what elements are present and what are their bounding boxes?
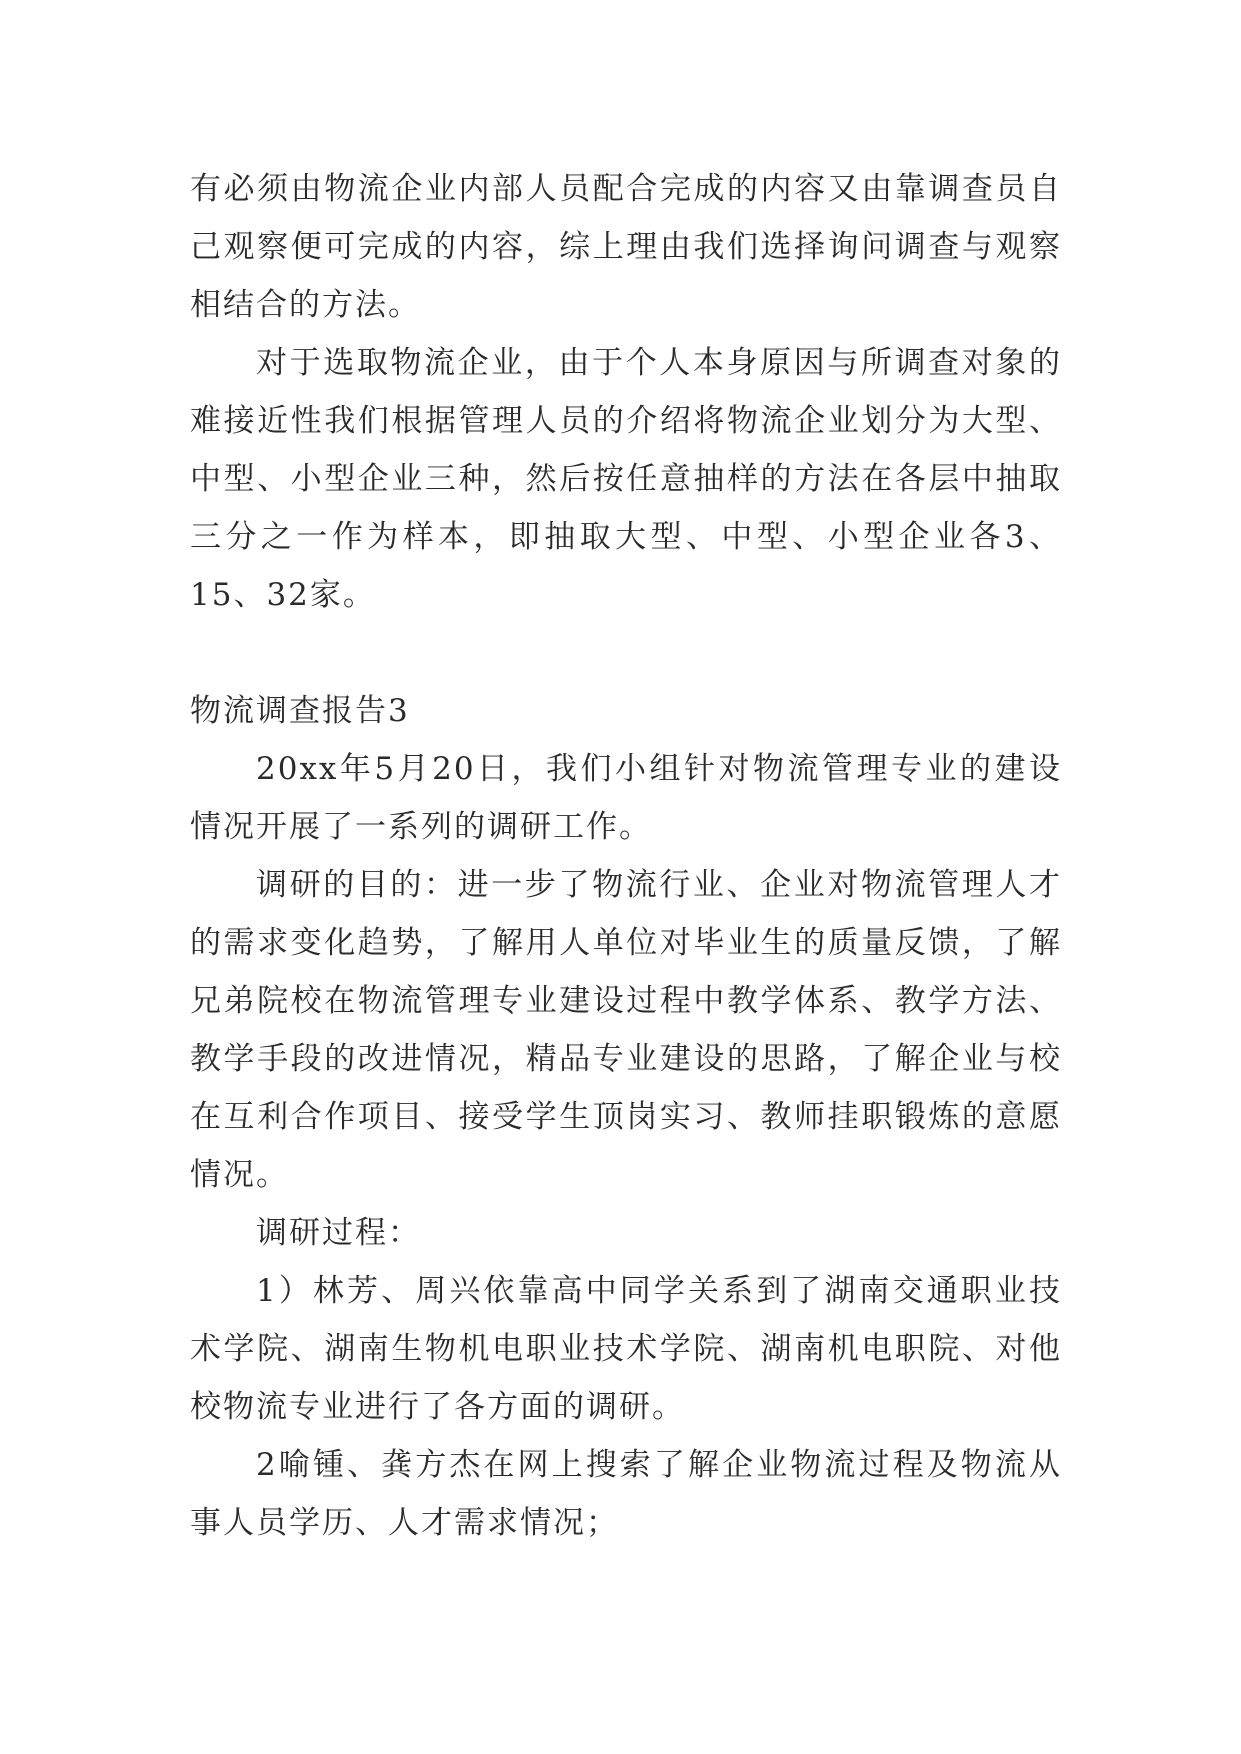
section-title: 物流调查报告3 bbox=[190, 693, 410, 729]
paragraph-intro: 20xx年5月20日，我们小组针对物流管理专业的建设情况开展了一系列的调研工作。 bbox=[190, 751, 1062, 845]
paragraph-sampling: 对于选取物流企业，由于个人本身原因与所调查对象的难接近性我们根据管理人员的介绍将物流企业划分为大型、中型、小型企业三种，然后按任意抽样的方法在各层中抽取三分之一作为样本，即抽取大型、中型、小型企业各3、15、32家。 bbox=[190, 345, 1062, 613]
paragraph-method-continued: 有必须由物流企业内部人员配合完成的内容又由靠调查员自己观察便可完成的内容，综上理由我们选择询问调查与观察相结合的方法。 bbox=[190, 171, 1062, 323]
paragraph-purpose: 调研的目的：进一步了物流行业、企业对物流管理人才的需求变化趋势，了解用人单位对毕业生的质量反馈，了解兄弟院校在物流管理专业建设过程中教学体系、教学方法、教学手段的改进情况，精品专业建设的思路，了解企业与校在互利合作项目、接受学生顶岗实习、教师挂职锻炼的意愿情况。 bbox=[190, 867, 1062, 1193]
paragraph-process-item-1: 1）林芳、周兴依靠高中同学关系到了湖南交通职业技术学院、湖南生物机电职业技术学院、湖南机电职院、对他校物流专业进行了各方面的调研。 bbox=[190, 1273, 1062, 1425]
paragraph-process-item-2: 2喻锺、龚方杰在网上搜索了解企业物流过程及物流从事人员学历、人才需求情况； bbox=[190, 1447, 1062, 1541]
section-gap bbox=[190, 624, 1062, 682]
paragraph-process-heading: 调研过程： bbox=[256, 1215, 421, 1251]
document-body bbox=[190, 160, 1062, 1552]
